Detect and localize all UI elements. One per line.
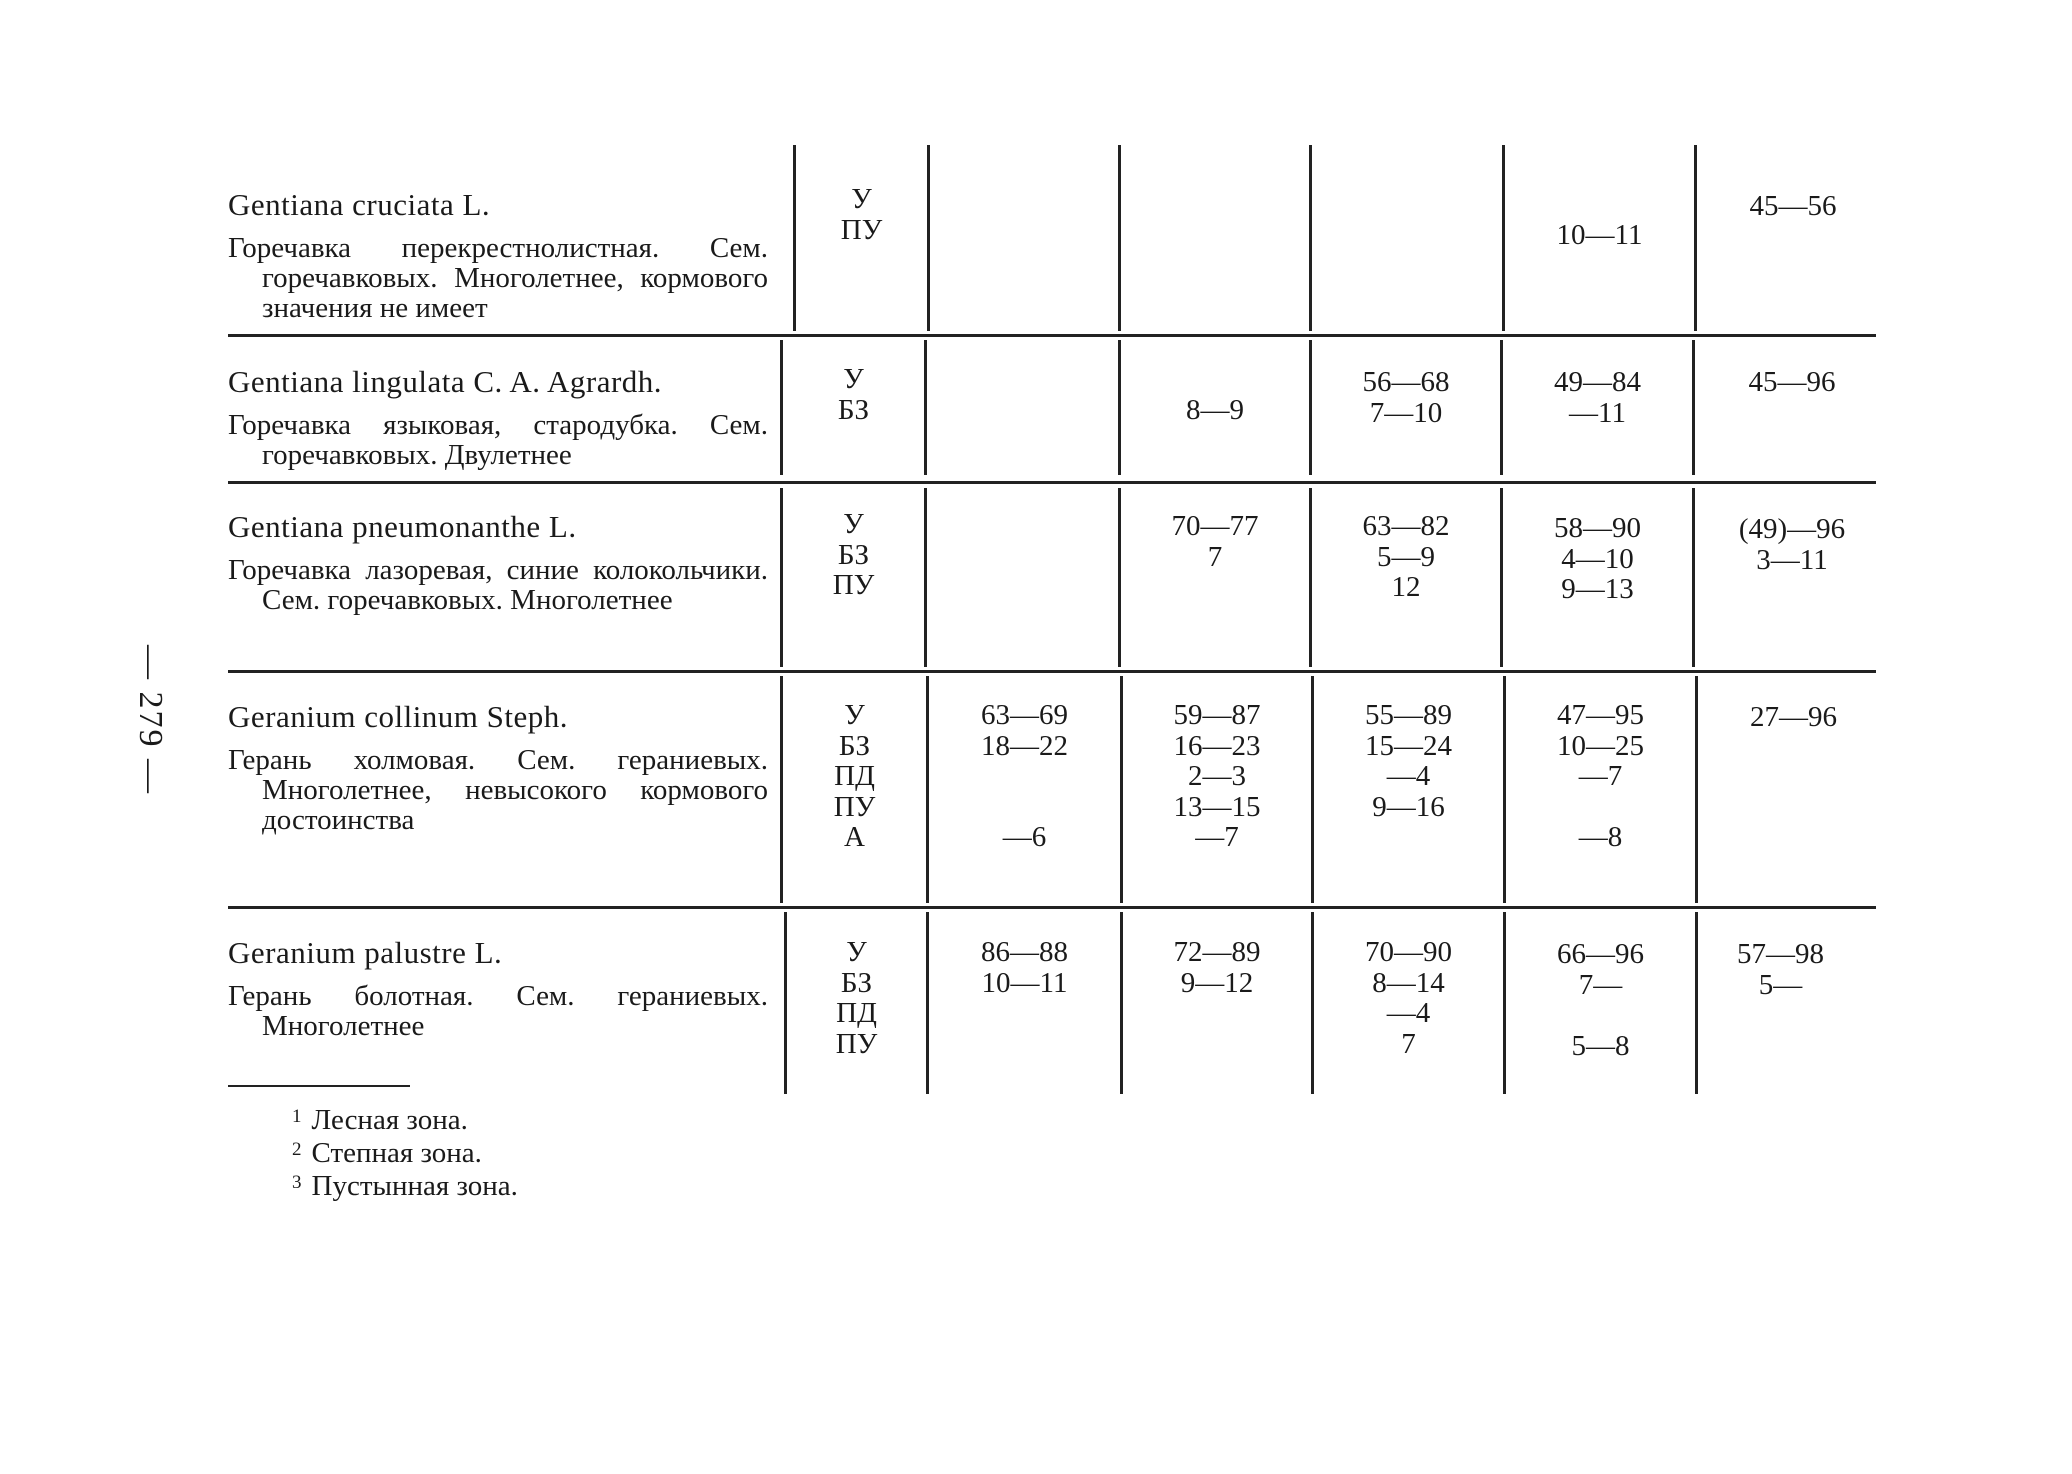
species-description: Герань холмовая. Сем. гераниевых. Многолетнее, невысокого кормового достоинства (228, 744, 768, 836)
species-description: Герань болотная. Сем. гераниевых. Многолетнее (228, 980, 768, 1042)
footnote-rule (228, 1085, 410, 1087)
column-rule (1694, 145, 1697, 331)
column-rule (1692, 340, 1695, 475)
column-rule (927, 145, 930, 331)
value-cell: 45—96 (1748, 366, 1836, 398)
species-description: Горечавка перекрестнолистная. Сем. горечавковых. Многолетнее, кормового значения не имеет (228, 232, 768, 324)
zone-codes: У БЗ (837, 363, 870, 426)
value-cell: 27—96 (1750, 701, 1837, 733)
value-cell: 63—82 5—9 12 (1362, 510, 1450, 603)
row-rule (228, 334, 1876, 337)
value-cell: 70—90 8—14 —4 7 (1365, 936, 1452, 1060)
value-cell: 58—90 4—10 9—13 (1554, 512, 1641, 605)
species-cell (228, 697, 768, 835)
species-latin-name: Gentiana lingulata C. A. Agrardh. (228, 364, 663, 399)
footnote-mark: 3 (292, 1172, 302, 1193)
value-cell: 59—87 16—23 2—3 13—15 —7 (1173, 699, 1261, 853)
species-latin-name: Gentiana cruciata L. (228, 187, 491, 222)
species-cell (228, 933, 768, 1041)
zone-codes: У ПУ (840, 183, 883, 246)
species-latin-name: Gentiana pneumonanthe L. (228, 509, 577, 544)
footnote-mark: 1 (292, 1106, 302, 1127)
footnote-text: Степная зона. (311, 1137, 482, 1169)
footnote (292, 1168, 518, 1201)
page-number: — 279 — (132, 645, 169, 795)
column-rule (1309, 145, 1312, 331)
value-cell: 10—11 (1556, 219, 1643, 251)
value-cell: 56—68 7—10 (1362, 366, 1450, 429)
value-cell: 47—95 10—25 —7 —8 (1557, 699, 1644, 853)
footnote-mark: 2 (292, 1139, 302, 1160)
footnotes (292, 1102, 518, 1201)
footnote (292, 1102, 518, 1135)
value-cell: 57—98 5— (1737, 938, 1824, 1001)
value-cell: 49—84 —11 (1554, 366, 1641, 429)
footnote-text: Пустынная зона. (311, 1170, 518, 1202)
zone-codes: У БЗ ПД ПУ А (833, 699, 876, 853)
species-latin-name: Geranium palustre L. (228, 935, 503, 970)
zone-codes: У БЗ ПД ПУ (835, 936, 878, 1060)
row-rule (228, 670, 1876, 673)
column-rule (924, 488, 927, 667)
column-rule (1118, 145, 1121, 331)
zone-codes: У БЗ ПУ (832, 508, 875, 601)
value-cell: 70—77 7 (1171, 510, 1259, 573)
column-rule (924, 340, 927, 475)
row-rule (228, 481, 1876, 484)
value-cell: 72—89 9—12 (1173, 936, 1261, 999)
value-cell: 66—96 7— 5—8 (1557, 938, 1644, 1062)
species-latin-name: Geranium collinum Steph. (228, 699, 569, 734)
value-cell: 86—88 10—11 (981, 936, 1068, 999)
species-description: Горечавка лазоревая, синие колокольчики. Сем. горечавковых. Многолетнее (228, 554, 768, 616)
value-cell: 55—89 15—24 —4 9—16 (1365, 699, 1452, 823)
species-cell (228, 362, 768, 470)
species-cell (228, 507, 768, 615)
value-cell: 63—69 18—22 —6 (981, 699, 1068, 853)
species-description: Горечавка языковая, стародубка. Сем. горечавковых. Двулетнее (228, 409, 768, 471)
footnote (292, 1135, 518, 1168)
value-cell: (49)—96 3—11 (1738, 513, 1846, 576)
value-cell: 45—56 (1749, 190, 1837, 222)
row-rule (228, 906, 1876, 909)
footnote-text: Лесная зона. (311, 1104, 468, 1136)
value-cell: 8—9 (1186, 394, 1244, 426)
species-cell (228, 185, 768, 323)
